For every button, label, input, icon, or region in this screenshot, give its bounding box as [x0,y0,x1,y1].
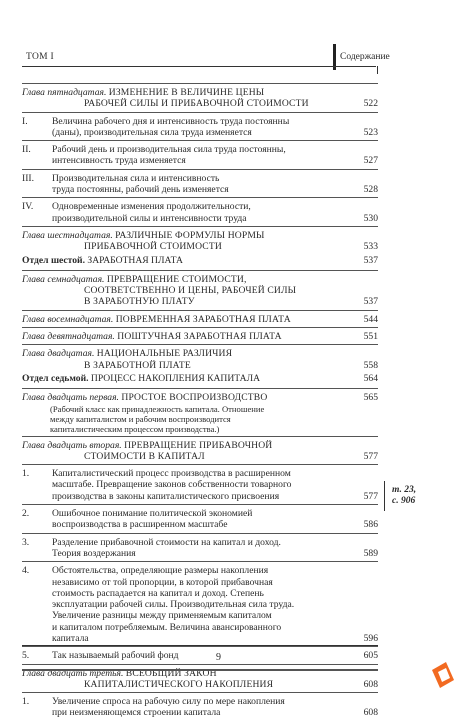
chapter-page: 558 [363,359,378,371]
part-page: 537 [363,254,378,266]
chapter-page: 577 [363,450,378,462]
chapter-title-line: СООТВЕТСТВЕННО И ЦЕНЫ, РАБОЧЕЙ СИЛЫ [84,285,297,297]
chapter-title [22,274,378,308]
section-text-line: интенсивность труда изменяется [52,155,186,167]
section-text-line: производства в законы капиталистического присвоения [52,490,280,502]
part-label: Отдел седьмой. [22,372,89,384]
section-text-line: при неизменяющемся строении капитала [52,707,221,719]
section-page: 605 [363,650,378,662]
chapter-page: 551 [363,331,378,343]
section-text-line: труда постоянны, рабочий день изменяется [52,184,229,196]
section-row[interactable] [22,464,378,502]
chapter-title-line: ПРИБАВОЧНОЙ СТОИМОСТИ [84,241,222,253]
header-rule-tick [377,66,378,74]
chapter-page: 544 [363,313,378,325]
header-rule [22,66,376,67]
section-text-line: стоимость распадается на капитал и доход. Степень [52,587,264,599]
chapter-title-line [22,274,352,285]
publisher-logo-icon [426,660,460,694]
chapter-page: 522 [363,98,378,110]
section-text-line: независимо от той пропорции, в которой прибавочная [52,576,273,588]
section-text-line: Разделение прибавочной стоимости на капитал и доход. [52,536,281,548]
section-text-line: Увеличение спроса на рабочую силу по мере накопления [52,696,285,708]
chapter-title-text: НАЦИОНАЛЬНЫЕ РАЗЛИЧИЯ [96,348,233,360]
chapter-title-line [22,348,352,359]
chapter-label: Глава восемнадцатая. [22,313,114,325]
part-line [22,373,378,384]
chapter-title [22,348,378,371]
section-text-line: воспроизводства в расширенном масштабе [52,519,228,531]
part-row [22,255,378,266]
section-number: III. [22,172,34,184]
section-row[interactable] [22,692,378,719]
section-row[interactable] [22,533,378,560]
footer-rule [22,645,378,646]
section-row[interactable] [22,561,378,644]
chapter-row[interactable] [22,310,378,325]
section-number: 1. [22,468,30,480]
section-page: 527 [363,155,378,167]
chapter-title [22,230,378,253]
section-page: 608 [363,707,378,719]
section-row[interactable] [22,140,378,167]
chapter-title-line: В ЗАРАБОТНУЮ ПЛАТУ [84,296,195,308]
section-text-line: Производительная сила и интенсивность [52,172,220,184]
chapter-title-line: СТОИМОСТИ В КАПИТАЛ [84,450,205,462]
header-volume: ТОМ I [26,52,55,62]
chapter-row[interactable] [22,270,378,308]
section-page: 586 [363,519,378,531]
margin-note [392,485,416,507]
chapter-label: Глава девятнадцатая. [22,331,115,343]
chapter-title [22,87,378,110]
chapter-row[interactable] [22,344,378,371]
table-of-contents [22,80,378,719]
chapter-title-line [22,314,352,325]
section-row[interactable] [22,197,378,224]
chapter-title-text: РАЗЛИЧНЫЕ ФОРМУЛЫ НОРМЫ [115,229,265,241]
chapter-label: Глава двадцать вторая. [22,439,122,451]
chapter-row[interactable] [22,436,378,463]
section-text-line: Ошибочное понимание политической экономией [52,508,253,520]
section-number: 3. [22,536,30,548]
chapter-note-line: капиталистическим процессом производства.) [50,423,220,434]
section-row[interactable] [22,504,378,531]
section-row[interactable] [22,646,378,661]
margin-note-page: с. 906 [392,496,416,506]
chapter-title-text: ИЗМЕНЕНИЕ В ВЕЛИЧИНЕ ЦЕНЫ [108,87,265,98]
chapter-title-line: КАПИТАЛИСТИЧЕСКОГО НАКОПЛЕНИЯ [84,678,274,690]
chapter-page: 565 [363,392,378,404]
chapter-title-line: РАБОЧЕЙ СИЛЫ И ПРИБАВОЧНОЙ СТОИМОСТИ [84,98,309,110]
section-number: I. [22,115,28,127]
section-text-line: Так называемый рабочий фонд [52,650,179,662]
chapter-title-text: ПОВРЕМЕННАЯ ЗАРАБОТНАЯ ПЛАТА [115,313,291,325]
section-number: 2. [22,508,30,520]
chapter-note-line: между капиталистом и рабочим воспроизводится [50,413,231,424]
chapter-page: 608 [363,678,378,690]
section-text-line: Капиталистический процесс производства в расширенном [52,468,291,480]
chapter-title [22,331,378,342]
chapter-row[interactable] [22,388,378,403]
section-text-line: Увеличение разницы между применяемым капиталом [52,610,272,622]
chapter-title-line [22,440,352,451]
section-text-line: капитала [52,632,89,644]
chapter-title-line [22,87,352,98]
chapter-row[interactable] [22,226,378,253]
section-text-line: Величина рабочего дня и интенсивность труда постоянны [52,115,290,127]
margin-note-bar [384,481,385,511]
chapter-title-text: ПРОСТОЕ ВОСПРОИЗВОДСТВО [121,392,268,404]
section-row[interactable] [22,112,378,139]
chapter-title-text: ВСЕОБЩИЙ ЗАКОН [125,667,217,679]
section-text-line: эксплуатации рабочей силы. Производительная сила труда. [52,599,295,611]
part-line [22,255,378,266]
chapter-title-text: ПРЕВРАЩЕНИЕ СТОИМОСТИ, [106,273,247,285]
part-row [22,373,378,384]
margin-note-volume: т. 23, [392,485,417,495]
chapter-title-line [22,230,352,241]
section-page: 523 [363,126,378,138]
chapter-title [22,392,378,403]
chapter-row[interactable] [22,664,378,691]
part-title: ЗАРАБОТНАЯ ПЛАТА [87,254,183,266]
chapter-label: Глава шестнадцатая. [22,229,113,241]
part-page: 564 [363,372,378,384]
section-number: 5. [22,650,30,662]
chapter-page: 533 [363,241,378,253]
section-text-line: Одновременные изменения продолжительности, [52,201,251,213]
chapter-title-line [22,331,352,342]
part-label: Отдел шестой. [22,254,85,266]
chapter-title [22,314,378,325]
page-number: 9 [216,652,221,663]
chapter-title [22,440,378,463]
section-page: 528 [363,184,378,196]
section-number: IV. [22,201,34,213]
header-section: Содержание [340,52,390,62]
chapter-label: Глава семнадцатая. [22,273,105,285]
chapter-row[interactable] [22,327,378,342]
chapter-label: Глава двадцать третья. [22,667,124,679]
chapter-row[interactable] [22,83,378,110]
chapter-title-text: ПРЕВРАЩЕНИЕ ПРИБАВОЧНОЙ [124,439,273,451]
section-number: II. [22,144,31,156]
chapter-page: 537 [363,296,378,308]
section-number: 1. [22,696,30,708]
section-row[interactable] [22,169,378,196]
chapter-title-line [22,392,352,403]
chapter-label: Глава двадцать первая. [22,392,119,404]
chapter-note-line: (Рабочий класс как принадлежность капитала. Отношение [50,403,265,414]
chapter-title-text: ПОШТУЧНАЯ ЗАРАБОТНАЯ ПЛАТА [117,331,282,343]
chapter-label: Глава двадцатая. [22,348,95,360]
section-text-line: и капиталом потребляемым. Величина авансированного [52,621,282,633]
chapter-label: Глава пятнадцатая. [22,87,107,98]
section-page: 577 [363,490,378,502]
part-title: ПРОЦЕСС НАКОПЛЕНИЯ КАПИТАЛА [90,372,261,384]
section-text-line: Теория воздержания [52,547,136,559]
section-text-line: масштабе. Превращение законов собственности товарного [52,479,292,491]
section-page: 589 [363,547,378,559]
section-text-line: (даны), производительная сила труда изменяется [52,126,252,138]
section-number: 4. [22,565,30,577]
section-text-line: Рабочий день и производительная сила труда постоянны, [52,144,286,156]
chapter-title-line: В ЗАРАБОТНОЙ ПЛАТЕ [84,359,191,371]
footer-bar [22,669,378,671]
section-text-line: производительной силы и интенсивности труда [52,212,247,224]
section-page: 530 [363,212,378,224]
section-page: 596 [363,632,378,644]
section-text-line: Обстоятельства, определяющие размеры накопления [52,565,269,577]
